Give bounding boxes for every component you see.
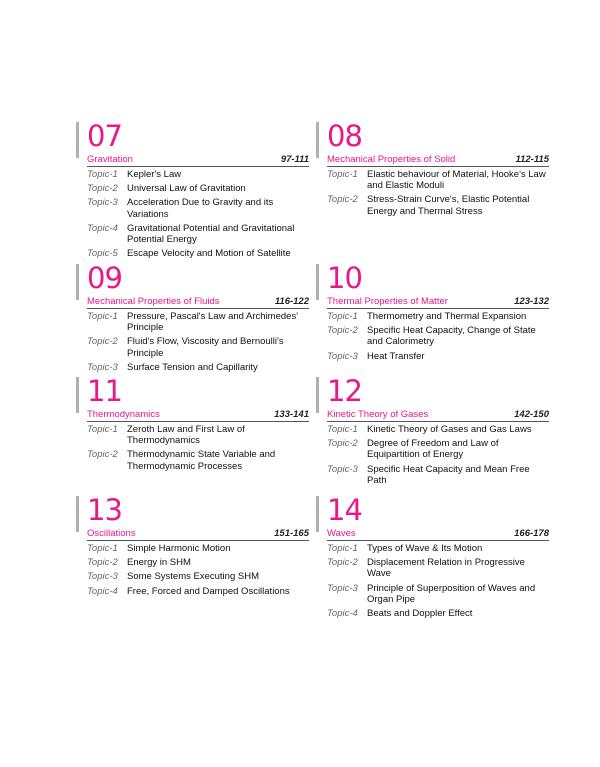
topic-label: Topic-3: [87, 197, 118, 209]
chapter-pages: 123-132: [514, 296, 549, 307]
chapter-block: [87, 262, 309, 376]
topic-item: [87, 223, 309, 245]
chapter-accent-bar: [76, 377, 79, 413]
chapter-pages: 166-178: [514, 528, 549, 539]
topic-item: [87, 586, 309, 597]
topic-item: [327, 169, 549, 191]
chapter-number: 11: [87, 374, 122, 408]
topic-label: Topic-3: [87, 361, 118, 373]
topic-list: [327, 424, 549, 486]
topic-item: [327, 464, 549, 486]
chapter-number: 14: [327, 493, 362, 527]
chapter-block: [87, 375, 309, 475]
topic-text: Zeroth Law and First Law of Thermodynamics: [127, 424, 245, 447]
chapter-accent-bar: [316, 122, 319, 158]
topic-item: [327, 608, 549, 619]
chapter-accent-bar: [316, 377, 319, 413]
chapter-header: [87, 409, 309, 422]
topic-item: [87, 449, 309, 471]
topic-label: Topic-1: [87, 424, 118, 435]
topic-text: Heat Transfer: [367, 350, 425, 362]
topic-item: [87, 543, 309, 554]
chapter-block: [327, 494, 549, 622]
topic-text: Surface Tension and Capillarity: [127, 361, 258, 373]
chapter-header: [87, 296, 309, 309]
chapter-header: [327, 296, 549, 309]
chapter-number: 12: [327, 374, 362, 408]
topic-label: Topic-2: [327, 557, 358, 569]
chapter-block: [327, 262, 549, 365]
topic-item: [327, 583, 549, 605]
chapter-block: [87, 494, 309, 600]
topic-list: [87, 169, 309, 259]
topic-list: [87, 543, 309, 597]
chapter-accent-bar: [316, 496, 319, 532]
topic-item: [87, 557, 309, 568]
topic-item: [87, 336, 309, 358]
topic-text: Escape Velocity and Motion of Satellite: [127, 248, 291, 260]
chapter-accent-bar: [76, 264, 79, 300]
topic-label: Topic-2: [87, 183, 118, 195]
topic-text: Some Systems Executing SHM: [127, 571, 259, 583]
topic-text: Universal Law of Gravitation: [127, 183, 246, 195]
topic-item: [327, 438, 549, 460]
chapter-pages: 151-165: [274, 528, 309, 539]
chapter-pages: 112-115: [515, 154, 549, 165]
topic-list: [87, 424, 309, 472]
topic-item: [327, 325, 549, 347]
chapter-title: Gravitation: [87, 154, 133, 165]
topic-label: Topic-2: [327, 194, 358, 206]
topic-text: Displacement Relation in Progressive Wave: [367, 557, 525, 580]
topic-text: Elastic behaviour of Material, Hooke's Law and Elastic Moduli: [367, 169, 546, 192]
topic-label: Topic-2: [87, 336, 118, 348]
chapter-pages: 97-111: [280, 154, 309, 165]
topic-label: Topic-4: [87, 222, 118, 234]
topic-item: [327, 351, 549, 362]
topic-item: [87, 183, 309, 194]
chapter-header: [327, 409, 549, 422]
topic-text: Gravitational Potential and Gravitational Potential Energy: [127, 222, 295, 246]
topic-label: Topic-2: [327, 438, 358, 450]
chapter-title: Waves: [327, 528, 356, 539]
chapter-pages: 142-150: [514, 409, 549, 420]
topic-label: Topic-2: [327, 325, 358, 337]
topic-label: Topic-1: [327, 424, 358, 435]
topic-label: Topic-4: [327, 608, 358, 620]
topic-item: [327, 311, 549, 322]
topic-text: Specific Heat Capacity, Change of State and Calorimetry: [367, 325, 536, 348]
chapter-header: [87, 154, 309, 167]
topic-text: Energy in SHM: [127, 557, 191, 569]
topic-text: Pressure, Pascal's Law and Archimedes' Principle: [127, 311, 299, 334]
topic-item: [327, 194, 549, 216]
chapter-accent-bar: [316, 264, 319, 300]
topic-text: Kepler's Law: [127, 169, 182, 180]
topic-label: Topic-2: [87, 449, 118, 461]
topic-label: Topic-3: [87, 571, 118, 583]
topic-label: Topic-2: [87, 557, 118, 569]
chapter-title: Thermodynamics: [87, 409, 160, 420]
topic-item: [87, 571, 309, 582]
topic-item: [87, 424, 309, 446]
chapter-title: Mechanical Properties of Fluids: [87, 296, 220, 307]
topic-label: Topic-4: [87, 585, 118, 597]
topic-label: Topic-1: [87, 543, 118, 554]
chapter-pages: 133-141: [274, 409, 309, 420]
topic-text: Free, Forced and Damped Oscillations: [127, 585, 290, 597]
chapter-accent-bar: [76, 496, 79, 532]
topic-text: Acceleration Due to Gravity and its Variations: [127, 197, 274, 220]
chapter-title: Kinetic Theory of Gases: [327, 409, 429, 420]
chapter-number: 13: [87, 493, 122, 527]
topic-label: Topic-5: [87, 248, 118, 260]
topic-text: Specific Heat Capacity and Mean Free Path: [367, 463, 530, 486]
topic-list: [327, 169, 549, 217]
chapter-number: 09: [87, 261, 122, 295]
chapter-title: Thermal Properties of Matter: [327, 296, 448, 307]
chapter-header: [327, 528, 549, 541]
topic-label: Topic-1: [87, 169, 118, 180]
topic-text: Principle of Superposition of Waves and Organ Pipe: [367, 582, 536, 605]
topic-label: Topic-3: [327, 582, 358, 594]
topic-list: [87, 311, 309, 373]
topic-text: Beats and Doppler Effect: [367, 608, 473, 620]
chapter-block: [87, 120, 309, 262]
topic-label: Topic-1: [327, 169, 358, 180]
topic-label: Topic-1: [87, 311, 118, 322]
topic-text: Kinetic Theory of Gases and Gas Laws: [367, 424, 532, 435]
chapter-accent-bar: [76, 122, 79, 158]
topic-list: [327, 543, 549, 619]
chapter-pages: 116-122: [274, 296, 309, 307]
topic-item: [327, 543, 549, 554]
topic-text: Simple Harmonic Motion: [127, 543, 231, 554]
chapter-number: 08: [327, 119, 362, 153]
chapter-block: [327, 375, 549, 489]
topic-item: [87, 169, 309, 180]
chapter-title: Mechanical Properties of Solid: [327, 154, 456, 165]
chapter-number: 07: [87, 119, 122, 153]
chapter-block: [327, 120, 549, 220]
topic-label: Topic-3: [327, 350, 358, 362]
topic-text: Fluid's Flow, Viscosity and Bernoulli's Principle: [127, 336, 284, 359]
topic-label: Topic-1: [327, 311, 358, 322]
topic-text: Thermometry and Thermal Expansion: [367, 311, 527, 322]
topic-text: Thermodynamic State Variable and Thermodynamic Processes: [127, 449, 276, 472]
topic-text: Degree of Freedom and Law of Equipartition of Energy: [367, 438, 499, 461]
topic-label: Topic-1: [327, 543, 358, 554]
topic-item: [87, 362, 309, 373]
chapter-title: Oscillations: [87, 528, 136, 539]
topic-text: Stress-Strain Curve's, Elastic Potential Energy and Thermal Stress: [367, 194, 530, 217]
topic-item: [87, 197, 309, 219]
chapter-header: [327, 154, 549, 167]
topic-text: Types of Wave & Its Motion: [367, 543, 483, 554]
topic-label: Topic-3: [327, 463, 358, 475]
chapter-number: 10: [327, 261, 362, 295]
topic-list: [327, 311, 549, 362]
topic-item: [327, 424, 549, 435]
topic-item: [87, 311, 309, 333]
topic-item: [87, 248, 309, 259]
topic-item: [327, 557, 549, 579]
chapter-header: [87, 528, 309, 541]
